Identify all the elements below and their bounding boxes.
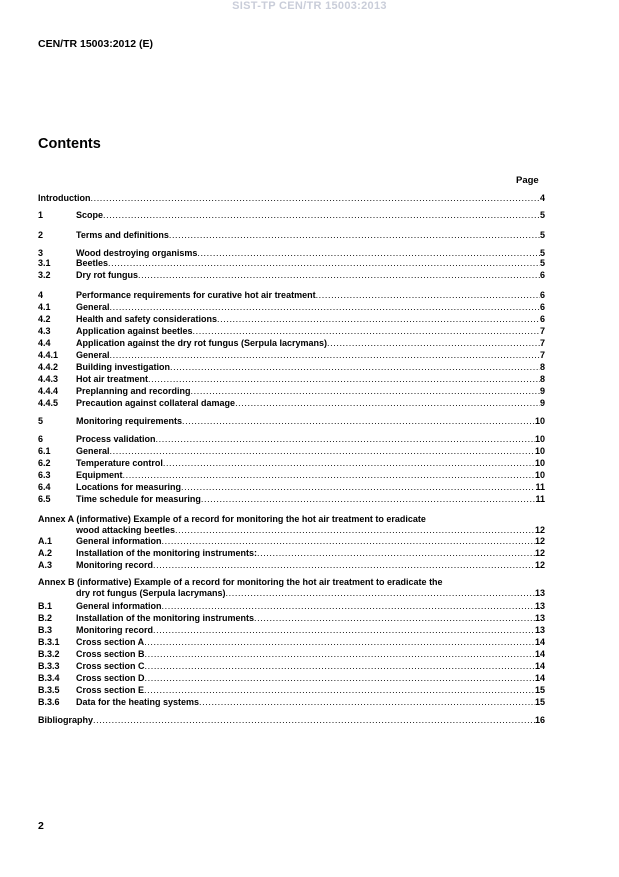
toc-entry-page: 9 [539, 386, 545, 396]
toc-leader-dots [145, 649, 535, 660]
toc-entry-title: Time schedule for measuring [76, 494, 201, 504]
toc-entry[interactable] [38, 715, 545, 726]
toc-leader-dots [153, 625, 535, 636]
toc-leader-dots [153, 560, 535, 571]
toc-entry[interactable] [38, 649, 545, 660]
toc-entry[interactable] [38, 458, 545, 469]
toc-entry-title: Precaution against collateral damage [76, 398, 236, 408]
toc-entry-title: General [76, 302, 110, 312]
toc-entry-title: Equipment [76, 470, 123, 480]
toc-leader-dots [148, 374, 540, 385]
toc-entry[interactable] [38, 685, 545, 696]
toc-entry-number: 6.5 [38, 494, 51, 504]
toc-entry[interactable] [38, 193, 545, 204]
toc-entry-number: 6.4 [38, 482, 51, 492]
toc-entry-number: 4.4.2 [38, 362, 59, 372]
toc-entry-title: General [76, 446, 110, 456]
toc-entry[interactable] [38, 338, 545, 349]
toc-leader-dots [144, 685, 535, 696]
toc-entry-page: 14 [534, 661, 545, 671]
toc-entry-title: dry rot fungus (Serpula lacrymans) [76, 588, 226, 598]
toc-entry-number: 4.2 [38, 314, 51, 324]
toc-leader-dots [193, 326, 540, 337]
toc-leader-dots [110, 302, 540, 313]
toc-entry[interactable] [38, 446, 545, 457]
toc-entry-title: Installation of the monitoring instruments [76, 613, 255, 623]
watermark: SIST-TP CEN/TR 15003:2013 [232, 0, 387, 12]
contents-title: Contents [38, 136, 101, 152]
toc-leader-dots [181, 482, 535, 493]
toc-entry[interactable] [38, 625, 545, 636]
toc-entry-number: 1 [38, 210, 44, 220]
toc-entry-page: 16 [534, 715, 545, 725]
toc-entry-number: 3 [38, 248, 44, 258]
toc-entry-page: 6 [539, 270, 545, 280]
toc-entry[interactable] [38, 374, 545, 385]
toc-entry[interactable] [38, 525, 545, 536]
toc-entry-title: Monitoring requirements [76, 416, 183, 426]
toc-leader-dots [93, 715, 535, 726]
toc-entry-page: 7 [539, 338, 545, 348]
toc-leader-dots [170, 362, 540, 373]
toc-entry-page: 13 [534, 625, 545, 635]
toc-entry-title: Cross section E [76, 685, 145, 695]
toc-leader-dots [110, 446, 535, 457]
toc-entry-number: 6.2 [38, 458, 51, 468]
toc-entry-number: A.3 [38, 560, 53, 570]
toc-leader-dots [162, 536, 535, 547]
toc-entry-page: 6 [539, 314, 545, 324]
toc-entry-page: 10 [534, 434, 545, 444]
toc-entry[interactable] [38, 470, 545, 481]
toc-entry-page: 8 [539, 362, 545, 372]
toc-leader-dots [175, 525, 535, 536]
toc-entry-title: Wood destroying organisms [76, 248, 198, 258]
toc-entry[interactable] [38, 434, 545, 445]
toc-leader-dots [123, 470, 535, 481]
toc-entry-title: General information [76, 601, 162, 611]
toc-entry[interactable] [38, 290, 545, 301]
toc-entry-page: 12 [534, 525, 545, 535]
toc-entry-title: Scope [76, 210, 104, 220]
toc-entry[interactable] [38, 314, 545, 325]
toc-leader-dots [145, 661, 535, 672]
toc-entry-page: 7 [539, 326, 545, 336]
toc-entry-title: Cross section C [76, 661, 145, 671]
toc-entry-title: Building investigation [76, 362, 170, 372]
toc-leader-dots [108, 258, 540, 269]
toc-leader-dots [182, 416, 535, 427]
toc-entry-title: Application against beetles [76, 326, 193, 336]
toc-leader-dots [163, 458, 535, 469]
toc-entry-page: 10 [534, 446, 545, 456]
toc-entry-page: 6 [539, 302, 545, 312]
toc-entry[interactable] [38, 258, 545, 269]
toc-entry-number: B.3.5 [38, 685, 60, 695]
toc-leader-dots [257, 548, 535, 559]
toc-leader-dots [254, 613, 535, 624]
toc-entry-title: Process validation [76, 434, 156, 444]
toc-entry-number: 3.2 [38, 270, 51, 280]
toc-entry-number: 5 [38, 416, 44, 426]
toc-entry-page: 6 [539, 290, 545, 300]
toc-entry-title: Installation of the monitoring instruments: [76, 548, 257, 558]
toc-leader-dots [217, 314, 540, 325]
toc-leader-dots [145, 673, 535, 684]
toc-entry-number: A.2 [38, 548, 53, 558]
toc-entry-title: General [76, 350, 110, 360]
toc-entry-page: 13 [534, 588, 545, 598]
toc-entry[interactable] [38, 637, 545, 648]
toc-entry-number: A.1 [38, 536, 53, 546]
toc-leader-dots [226, 588, 535, 599]
toc-entry[interactable] [38, 362, 545, 373]
toc-entry-title: Performance requirements for curative hot air treatment [76, 290, 316, 300]
toc-entry[interactable] [38, 560, 545, 571]
toc-entry-title: Health and safety considerations [76, 314, 218, 324]
toc-leader-dots [138, 270, 540, 281]
toc-entry-page: 12 [534, 560, 545, 570]
toc-entry-page: 5 [539, 248, 545, 258]
toc-entry-number: 4 [38, 290, 44, 300]
toc-leader-dots [103, 210, 540, 221]
toc-entry-title: Cross section D [76, 673, 145, 683]
toc-entry-page: 11 [535, 482, 545, 492]
toc-entry-number: B.1 [38, 601, 53, 611]
toc-leader-dots [201, 494, 536, 505]
toc-entry-page: 4 [539, 193, 545, 203]
annex-a-heading: Annex A (informative) Example of a record for monitoring the hot air treatment to eradicate [38, 514, 426, 524]
toc-leader-dots [327, 338, 540, 349]
toc-entry[interactable] [38, 536, 545, 547]
toc-entry-page: 13 [534, 601, 545, 611]
toc-entry-title: Dry rot fungus [76, 270, 138, 280]
page-column-header: Page [516, 175, 539, 186]
toc-leader-dots [156, 434, 535, 445]
toc-entry-number: B.2 [38, 613, 53, 623]
toc-entry-title: General information [76, 536, 162, 546]
toc-leader-dots [169, 230, 540, 241]
toc-entry-number: 4.4.1 [38, 350, 59, 360]
toc-entry-number: 3.1 [38, 258, 51, 268]
toc-entry-page: 7 [539, 350, 545, 360]
toc-entry[interactable] [38, 601, 545, 612]
toc-entry[interactable] [38, 230, 545, 241]
toc-entry-page: 14 [534, 673, 545, 683]
toc-entry-number: 4.1 [38, 302, 51, 312]
toc-entry-number: 4.3 [38, 326, 51, 336]
toc-entry-page: 10 [534, 416, 545, 426]
toc-entry-page: 12 [534, 536, 545, 546]
toc-entry[interactable] [38, 697, 545, 708]
toc-entry-page: 15 [534, 697, 545, 707]
toc-leader-dots [162, 601, 535, 612]
toc-entry-number: 4.4.3 [38, 374, 59, 384]
toc-entry[interactable] [38, 548, 545, 559]
toc-entry-page: 11 [535, 494, 545, 504]
toc-entry-title: Terms and definitions [76, 230, 169, 240]
toc-entry-title: wood attacking beetles [76, 525, 176, 535]
toc-entry-page: 14 [534, 649, 545, 659]
toc-entry-number: 4.4.5 [38, 398, 59, 408]
toc-entry[interactable] [38, 210, 545, 221]
toc-entry-number: B.3.6 [38, 697, 60, 707]
toc-entry-page: 5 [539, 258, 545, 268]
toc-entry-page: 8 [539, 374, 545, 384]
toc-entry-page: 5 [539, 210, 545, 220]
toc-entry-page: 5 [539, 230, 545, 240]
toc-entry-page: 12 [534, 548, 545, 558]
toc-entry[interactable] [38, 386, 545, 397]
toc-entry-page: 10 [534, 458, 545, 468]
toc-leader-dots [316, 290, 540, 301]
toc-entry-title: Locations for measuring [76, 482, 182, 492]
toc-entry-title: Beetles [76, 258, 109, 268]
toc-leader-dots [91, 193, 540, 204]
toc-entry[interactable] [38, 416, 545, 427]
toc-entry-title: Monitoring record [76, 625, 153, 635]
footer-page-number: 2 [38, 820, 44, 832]
toc-entry-number: B.3.2 [38, 649, 60, 659]
toc-entry[interactable] [38, 302, 545, 313]
toc-entry-title: Temperature control [76, 458, 163, 468]
toc-entry[interactable] [38, 661, 545, 672]
toc-entry-page: 15 [534, 685, 545, 695]
toc-entry-number: B.3.4 [38, 673, 60, 683]
toc-entry-title: Data for the heating systems [76, 697, 200, 707]
toc-entry-number: 6.3 [38, 470, 51, 480]
toc-entry[interactable] [38, 588, 545, 599]
toc-entry-number: 4.4 [38, 338, 51, 348]
toc-entry-title: Hot air treatment [76, 374, 149, 384]
toc-leader-dots [199, 697, 535, 708]
toc-entry-page: 9 [539, 398, 545, 408]
toc-entry[interactable] [38, 673, 545, 684]
toc-leader-dots [144, 637, 535, 648]
toc-entry-number: 2 [38, 230, 44, 240]
toc-entry[interactable] [38, 398, 545, 409]
toc-leader-dots [110, 350, 540, 361]
toc-entry-title: Preplanning and recording [76, 386, 191, 396]
toc-entry-number: 4.4.4 [38, 386, 59, 396]
toc-entry-page: 13 [534, 613, 545, 623]
toc-entry-number: B.3 [38, 625, 53, 635]
annex-b-heading: Annex B (informative) Example of a record for monitoring the hot air treatment to eradicate the [38, 577, 443, 587]
toc-entry[interactable] [38, 350, 545, 361]
toc-entry-number: 6 [38, 434, 44, 444]
toc-entry-title: Application against the dry rot fungus (Serpula lacrymans) [76, 338, 328, 348]
toc-entry-page: 14 [534, 637, 545, 647]
toc-entry[interactable] [38, 270, 545, 281]
toc-entry-title: Cross section B [76, 649, 145, 659]
toc-entry[interactable] [38, 613, 545, 624]
toc-entry-title: Introduction [38, 193, 91, 203]
toc-entry-number: 6.1 [38, 446, 51, 456]
toc-entry-title: Bibliography [38, 715, 94, 725]
toc-entry-number: B.3.3 [38, 661, 60, 671]
document-id: CEN/TR 15003:2012 (E) [38, 38, 153, 50]
toc-entry-title: Monitoring record [76, 560, 153, 570]
toc-entry-title: Cross section A [76, 637, 145, 647]
toc-entry-page: 10 [534, 470, 545, 480]
toc-leader-dots [191, 386, 540, 397]
toc-entry-number: B.3.1 [38, 637, 60, 647]
toc-leader-dots [235, 398, 540, 409]
toc-entry[interactable] [38, 482, 545, 493]
toc-entry[interactable] [38, 494, 545, 505]
toc-entry[interactable] [38, 326, 545, 337]
